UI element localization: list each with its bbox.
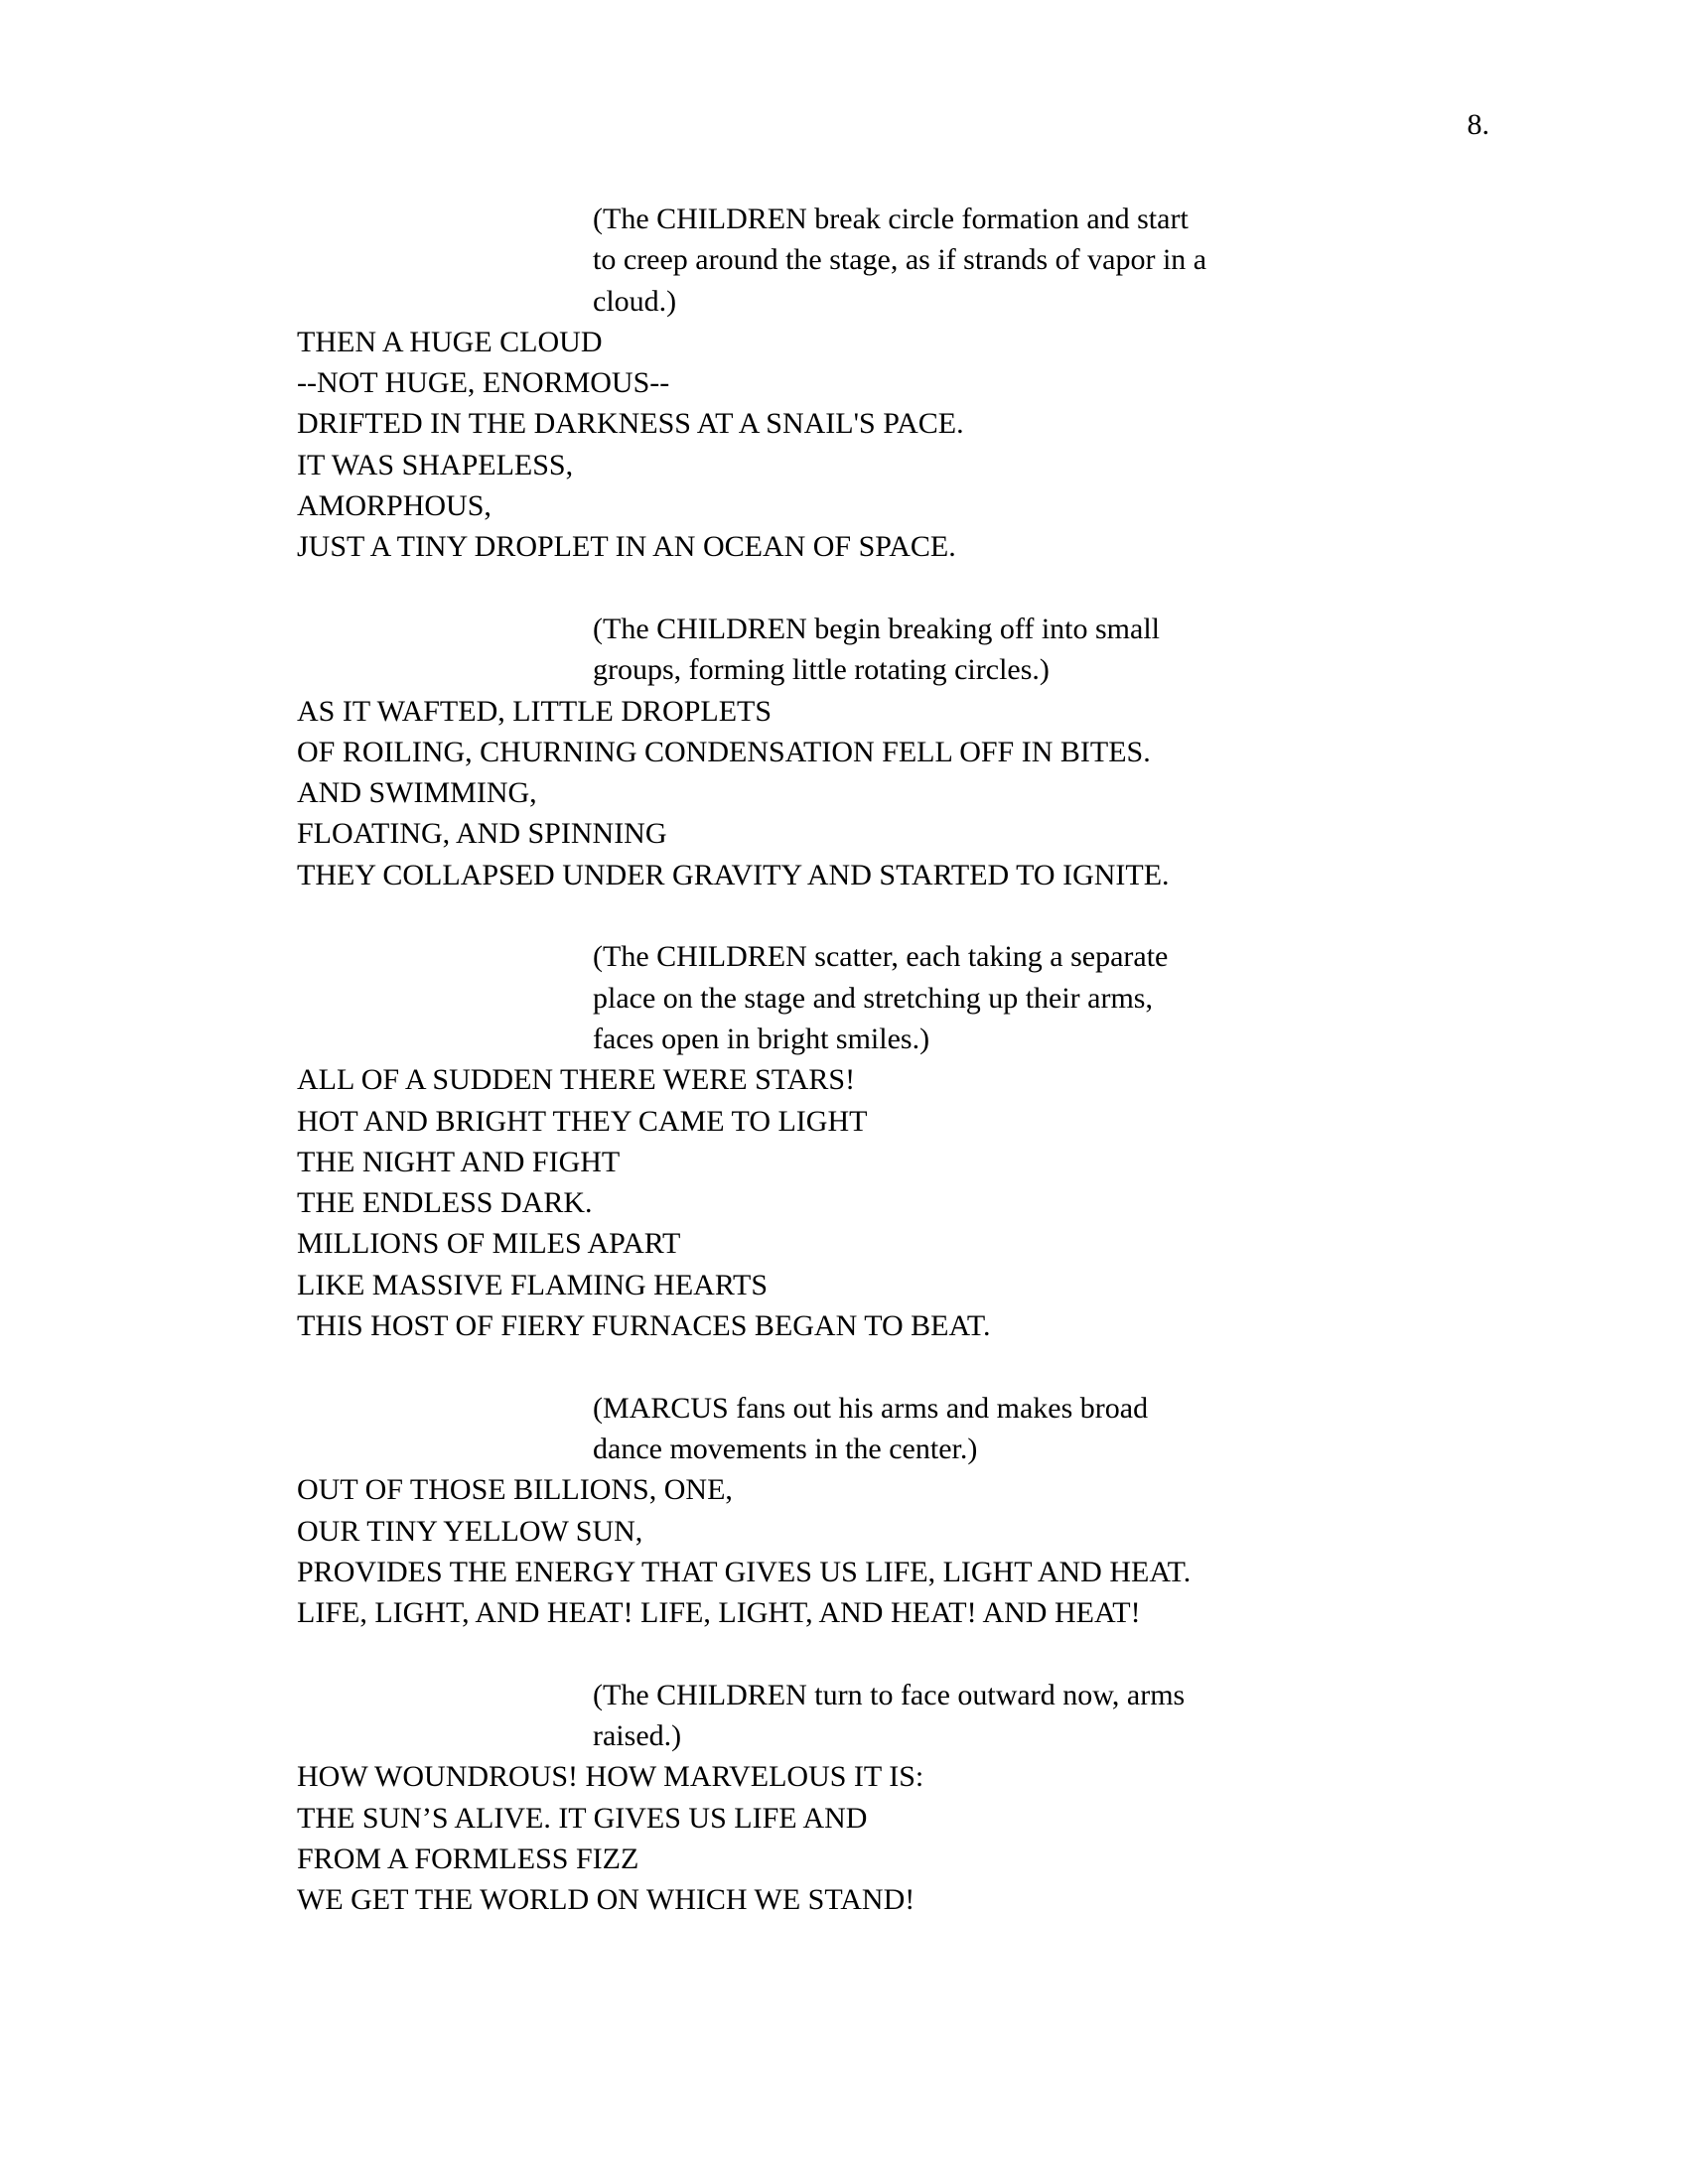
lyric-line: --NOT HUGE, ENORMOUS-- [297,366,670,400]
lyric-line: HOT AND BRIGHT THEY CAME TO LIGHT [297,1104,868,1138]
lyric-line: AS IT WAFTED, LITTLE DROPLETS [297,694,773,728]
script-content [297,199,1389,1920]
lyric-line: THEY COLLAPSED UNDER GRAVITY AND STARTED TO IGNITE. [297,858,1170,891]
stage-direction: (MARCUS fans out his arms and makes broad dance movements in the center.) [593,1391,1149,1465]
script-section [297,1388,1389,1634]
lyric-line: MILLIONS OF MILES APART [297,1227,681,1261]
lyrics-block [297,1469,1389,1633]
lyric-line: OUT OF THOSE BILLIONS, ONE, [297,1473,733,1507]
page-number: 8. [1467,108,1489,141]
lyric-line: DRIFTED IN THE DARKNESS AT A SNAIL'S PACE. [297,407,964,441]
stage-direction: (The CHILDREN scatter, each taking a separate place on the stage and stretching up their arms, faces open in bright smiles.) [593,940,1169,1055]
lyric-line: WE GET THE WORLD ON WHICH WE STAND! [297,1883,915,1917]
lyric-line: LIKE MASSIVE FLAMING HEARTS [297,1268,769,1301]
lyric-line: LIFE, LIGHT, AND HEAT! LIFE, LIGHT, AND HEAT! AND HEAT! [297,1596,1141,1630]
lyrics-block [297,1756,1389,1920]
lyric-line: ALL OF A SUDDEN THERE WERE STARS! [297,1063,856,1097]
lyrics-block [297,1059,1389,1346]
lyric-line: FLOATING, AND SPINNING [297,817,667,851]
lyric-line: AMORPHOUS, [297,489,492,523]
lyric-line: THEN A HUGE CLOUD [297,325,603,358]
stage-direction: (The CHILDREN begin breaking off into small groups, forming little rotating circles.) [593,612,1160,687]
lyric-line: AND SWIMMING, [297,776,537,810]
lyric-line: FROM A FORMLESS FIZZ [297,1842,639,1875]
lyric-line: JUST A TINY DROPLET IN AN OCEAN OF SPACE. [297,530,956,564]
lyric-line: THE ENDLESS DARK. [297,1186,593,1220]
lyric-line: THE NIGHT AND FIGHT [297,1145,621,1178]
lyric-line: OUR TINY YELLOW SUN, [297,1514,643,1548]
script-section [297,1675,1389,1921]
script-section [297,609,1389,895]
lyric-line: HOW WOUNDROUS! HOW MARVELOUS IT IS: [297,1760,924,1794]
lyric-line: THIS HOST OF FIERY FURNACES BEGAN TO BEAT. [297,1309,991,1343]
script-section [297,199,1389,568]
lyric-line: IT WAS SHAPELESS, [297,448,574,481]
lyric-line: THE SUN’S ALIVE. IT GIVES US LIFE AND [297,1801,868,1835]
stage-direction: (The CHILDREN break circle formation and start to creep around the stage, as if strands of vapor in a cloud.) [593,203,1207,318]
stage-direction: (The CHILDREN turn to face outward now, arms raised.) [593,1678,1186,1752]
lyric-line: OF ROILING, CHURNING CONDENSATION FELL OFF IN BITES. [297,735,1151,768]
script-section [297,936,1389,1346]
lyrics-block [297,322,1389,568]
lyric-line: PROVIDES THE ENERGY THAT GIVES US LIFE, LIGHT AND HEAT. [297,1555,1192,1588]
lyrics-block [297,691,1389,895]
